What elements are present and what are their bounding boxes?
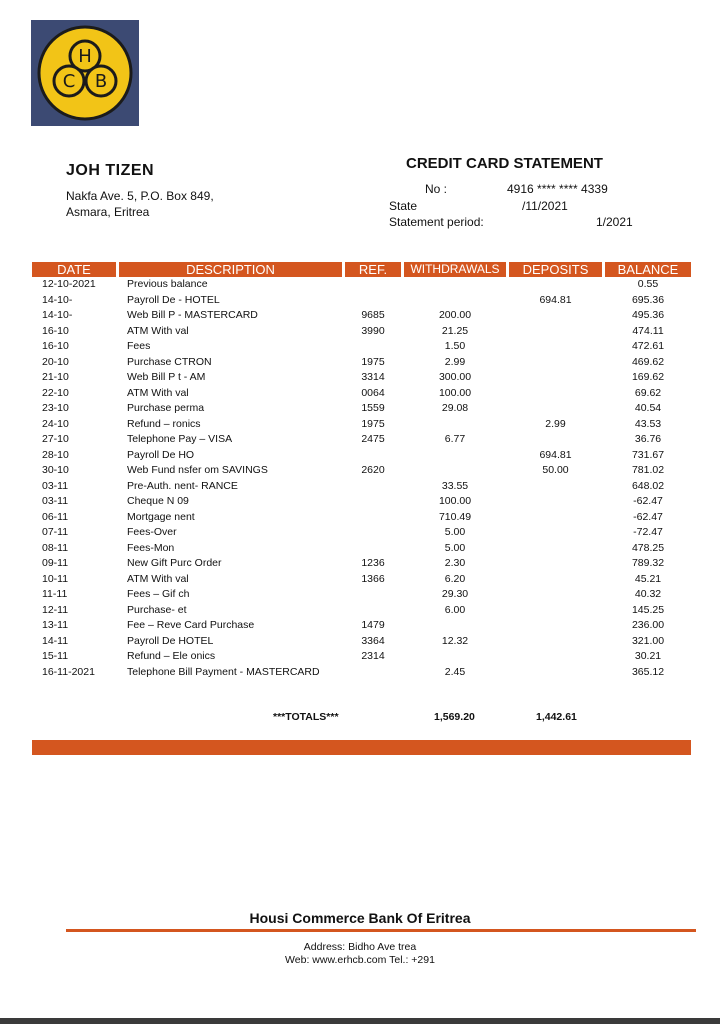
row-description: Fees – Gif ch xyxy=(127,588,190,600)
row-description: Mortgage nent xyxy=(127,510,195,523)
logo-letter-b: B xyxy=(94,71,108,92)
row-description: Payroll De HO xyxy=(127,448,195,461)
row-description: Web Bill P t - AM xyxy=(127,371,206,383)
row-withdrawal: 2.30 xyxy=(444,557,466,569)
row-description: Web Bill P - MASTERCARD xyxy=(127,309,258,321)
logo-letter-c: C xyxy=(62,71,76,92)
row-balance: 236.00 xyxy=(631,619,665,631)
bank-web: Web: www.erhcb.com Tel.: +291 xyxy=(285,954,435,966)
row-withdrawal: 2.99 xyxy=(444,355,466,368)
row-date: 11-11 xyxy=(42,588,68,600)
row-ref: 3314 xyxy=(361,371,385,383)
row-withdrawal: 6.20 xyxy=(444,572,466,585)
row-balance: 36.76 xyxy=(634,433,662,445)
row-withdrawal: 5.00 xyxy=(444,526,466,538)
row-date: 14-10- xyxy=(42,293,73,306)
statement-date: /11/2021 xyxy=(522,199,568,213)
row-balance: 781.02 xyxy=(631,464,665,476)
row-description: ATM With val xyxy=(127,572,189,585)
row-description: Fees xyxy=(127,340,151,352)
row-date: 24-10 xyxy=(42,417,69,430)
row-balance: -62.47 xyxy=(633,495,663,507)
header-deposits: DEPOSITS xyxy=(509,262,602,277)
row-description: Payroll De HOTEL xyxy=(127,634,214,647)
logo-letter-h: H xyxy=(78,46,92,67)
row-description: ATM With val xyxy=(127,324,189,337)
row-balance: 731.67 xyxy=(631,448,665,461)
row-date: 12-10-2021 xyxy=(42,278,96,290)
row-description: Web Fund nsfer om SAVINGS xyxy=(127,464,268,476)
statement-title: CREDIT CARD STATEMENT xyxy=(406,155,603,172)
row-deposit: 2.99 xyxy=(545,417,566,430)
row-withdrawal: 5.00 xyxy=(444,541,466,554)
row-date: 30-10 xyxy=(42,464,69,476)
row-balance: -62.47 xyxy=(633,510,663,523)
row-balance: 478.25 xyxy=(631,541,665,554)
row-balance: 648.02 xyxy=(631,479,665,492)
row-balance: 469.62 xyxy=(631,355,665,368)
row-date: 03-11 xyxy=(42,479,69,492)
row-withdrawal: 710.49 xyxy=(438,510,472,523)
totals-label: ***TOTALS*** xyxy=(273,711,339,723)
row-description: Fee – Reve Card Purchase xyxy=(127,619,255,631)
row-balance: 69.62 xyxy=(634,386,662,399)
row-description: Fees-Mon xyxy=(127,541,175,554)
row-ref: 1366 xyxy=(361,572,385,585)
row-ref: 3364 xyxy=(361,634,385,647)
row-withdrawal: 6.77 xyxy=(444,433,466,445)
row-description: Refund – ronics xyxy=(127,417,201,430)
row-date: 13-11 xyxy=(42,619,69,631)
row-date: 14-10- xyxy=(42,309,73,321)
row-withdrawal: 2.45 xyxy=(444,665,466,678)
row-deposit: 50.00 xyxy=(542,464,569,476)
row-date: 20-10 xyxy=(42,355,69,368)
row-balance: -72.47 xyxy=(633,526,663,538)
row-balance: 365.12 xyxy=(631,665,665,678)
customer-address-line2: Asmara, Eritrea xyxy=(66,205,150,219)
row-ref: 2314 xyxy=(361,650,385,662)
row-withdrawal: 29.08 xyxy=(441,402,469,414)
row-balance: 474.11 xyxy=(632,324,664,337)
row-description: Refund – Ele onics xyxy=(127,650,216,662)
row-balance: 43.53 xyxy=(634,417,662,430)
row-date: 27-10 xyxy=(42,433,69,445)
row-deposit: 694.81 xyxy=(539,448,572,461)
header-balance: BALANCE xyxy=(605,262,691,277)
statement-period-label: Statement period: xyxy=(389,215,484,229)
header-date: DATE xyxy=(32,262,116,277)
row-balance: 45.21 xyxy=(634,572,662,585)
row-ref: 3990 xyxy=(361,324,385,337)
row-deposit: 694.81 xyxy=(539,293,572,306)
row-withdrawal: 12.32 xyxy=(441,634,469,647)
header-ref: REF. xyxy=(345,262,401,277)
row-balance: 40.32 xyxy=(634,588,662,600)
row-date: 10-11 xyxy=(42,572,69,585)
row-date: 12-11 xyxy=(42,603,69,616)
row-date: 23-10 xyxy=(42,402,69,414)
row-balance: 789.32 xyxy=(631,557,665,569)
row-balance: 0.55 xyxy=(637,278,659,290)
statement-date-label: State xyxy=(389,199,418,213)
row-date: 03-11 xyxy=(42,495,69,507)
row-date: 21-10 xyxy=(42,371,69,383)
row-description: Purchase perma xyxy=(127,402,205,414)
account-label: No : xyxy=(425,182,448,196)
footer-rule xyxy=(66,929,696,932)
row-ref: 1975 xyxy=(361,417,385,430)
row-balance: 695.36 xyxy=(631,293,665,306)
row-date: 14-11 xyxy=(42,634,69,647)
totals-withdrawals: 1,569.20 xyxy=(434,711,475,723)
row-withdrawal: 300.00 xyxy=(438,371,472,383)
customer-address-line1: Nakfa Ave. 5, P.O. Box 849, xyxy=(66,189,214,203)
row-ref: 1975 xyxy=(361,355,385,368)
row-balance: 169.62 xyxy=(631,371,665,383)
row-description: Fees-Over xyxy=(127,526,177,538)
row-balance: 495.36 xyxy=(631,309,665,321)
row-ref: 2475 xyxy=(361,433,385,445)
row-ref: 1559 xyxy=(361,402,385,414)
row-balance: 145.25 xyxy=(631,603,665,616)
row-description: New Gift Purc Order xyxy=(127,557,222,569)
row-date: 06-11 xyxy=(42,510,69,523)
row-description: Pre-Auth. nent- RANCE xyxy=(127,479,238,492)
row-withdrawal: 6.00 xyxy=(444,603,466,616)
row-withdrawal: 33.55 xyxy=(441,479,469,492)
bank-name: Housi Commerce Bank Of Eritrea xyxy=(249,910,471,926)
row-date: 16-10 xyxy=(42,324,69,337)
row-description: Cheque N 09 xyxy=(127,495,189,507)
header-description: DESCRIPTION xyxy=(119,262,342,277)
row-ref: 2620 xyxy=(361,464,385,476)
header-withdrawals: WITHDRAWALS xyxy=(404,262,506,277)
row-description: Telephone Bill Payment - MASTERCARD xyxy=(127,665,320,678)
row-description: Purchase- et xyxy=(127,603,187,616)
row-date: 15-11 xyxy=(42,650,69,662)
row-withdrawal: 100.00 xyxy=(438,495,472,507)
row-withdrawal: 29.30 xyxy=(441,588,469,600)
row-balance: 321.00 xyxy=(631,634,665,647)
row-ref: 0064 xyxy=(361,386,385,399)
row-description: Telephone Pay – VISA xyxy=(127,433,233,445)
row-balance: 40.54 xyxy=(634,402,662,414)
bottom-edge xyxy=(0,1018,720,1024)
customer-name: JOH TIZEN xyxy=(66,162,155,179)
row-date: 22-10 xyxy=(42,386,69,399)
totals-deposits: 1,442.61 xyxy=(536,711,577,723)
row-balance: 30.21 xyxy=(634,650,662,662)
row-description: Previous balance xyxy=(127,278,208,290)
row-withdrawal: 21.25 xyxy=(441,324,469,337)
bank-logo xyxy=(31,20,139,126)
bank-address: Address: Bidho Ave trea xyxy=(303,941,417,953)
row-withdrawal: 1.50 xyxy=(444,340,466,352)
row-withdrawal: 200.00 xyxy=(438,309,472,321)
footer-bar xyxy=(32,740,691,755)
row-date: 16-10 xyxy=(42,340,69,352)
row-date: 16-11-2021 xyxy=(42,665,95,678)
row-ref: 1479 xyxy=(361,619,385,631)
row-date: 09-11 xyxy=(42,557,69,569)
row-withdrawal: 100.00 xyxy=(438,386,472,399)
row-date: 28-10 xyxy=(42,448,69,461)
row-ref: 1236 xyxy=(361,557,385,569)
statement-period: 1/2021 xyxy=(596,215,633,229)
row-description: ATM With val xyxy=(127,386,189,399)
row-ref: 9685 xyxy=(361,309,385,321)
row-description: Payroll De - HOTEL xyxy=(127,293,220,306)
row-date: 07-11 xyxy=(42,526,69,538)
row-description: Purchase CTRON xyxy=(127,355,212,368)
row-date: 08-11 xyxy=(42,541,69,554)
row-balance: 472.61 xyxy=(631,340,665,352)
account-number: 4916 **** **** 4339 xyxy=(507,182,608,196)
